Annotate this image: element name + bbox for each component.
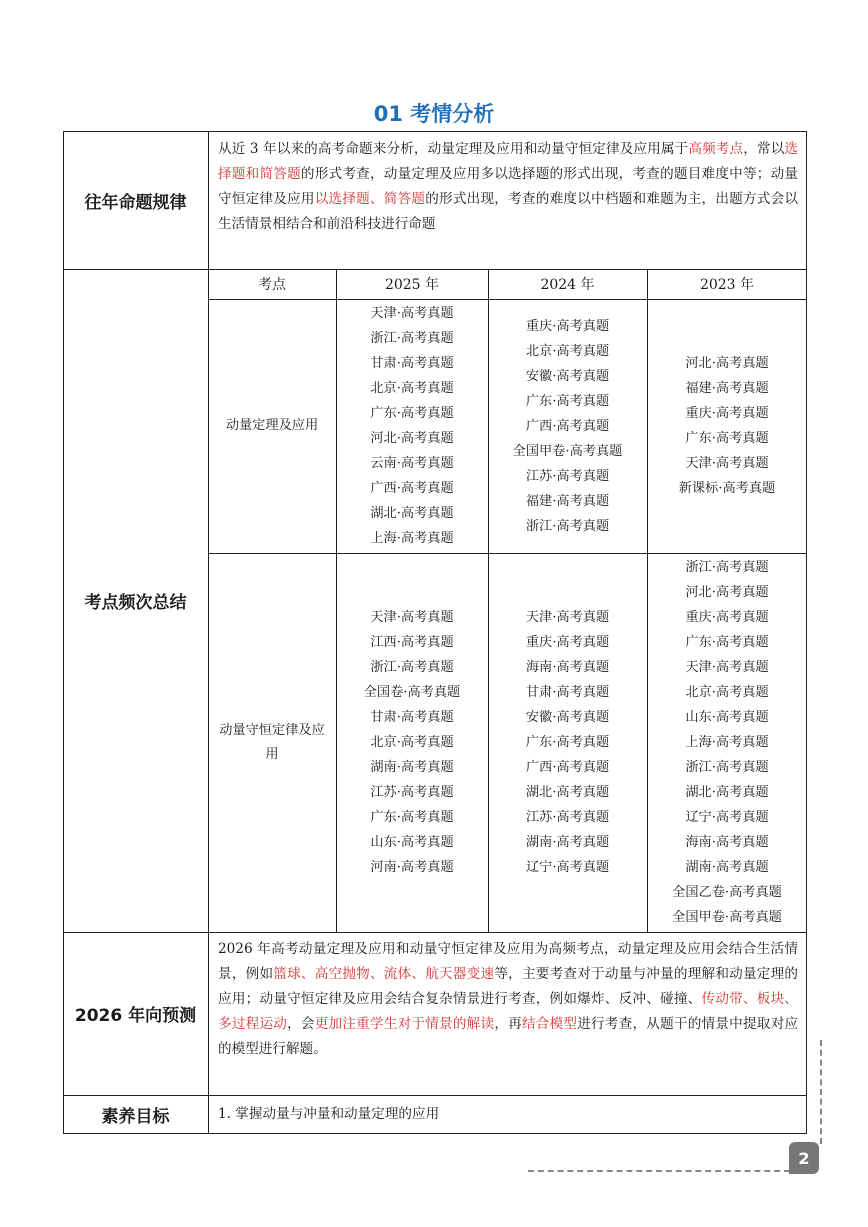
exam-source-item: 河北·高考真题 [370, 431, 454, 446]
exam-source-item: 浙江·高考真题 [370, 331, 454, 346]
exam-source-item: 广西·高考真题 [525, 418, 610, 434]
forecast-segment-5: 更加注重学生对于情景的解读 [314, 1016, 495, 1032]
topic-momentum-conservation: 动量守恒定律及应用 [219, 722, 325, 762]
goal-text: 1. 掌握动量与冲量和动量定理的应用 [218, 1106, 440, 1122]
exam-source-item: 浙江·高考真题 [525, 518, 610, 534]
pattern-segment-5: 以选择题、简答题 [314, 191, 426, 207]
row-head-forecast: 2026 年向预测 [74, 1006, 197, 1026]
pattern-segment-4: 的形式考查，动量定理及应用多以选择题的形式出现，考查的题目难度中等；动量守恒定律及应用 [218, 166, 798, 207]
exam-source-item: 海南·高考真题 [525, 660, 610, 675]
forecast-segment-6: ，再 [494, 1016, 522, 1032]
topic-momentum-theorem: 动量定理及应用 [225, 418, 319, 433]
exam-source-item: 天津·高考真题 [685, 660, 769, 675]
forecast-segment-2: 等，主要考查对于动量与冲量的理解和动量定理的应用；动量守恒定律及应用会结合复杂情景进行考查，例如爆炸、反冲、碰撞、 [218, 966, 799, 1007]
exam-source-item: 重庆·高考真题 [525, 635, 610, 650]
col-header-2023: 2023 年 [699, 277, 755, 293]
forecast-segment-4: ，会 [287, 1016, 315, 1032]
exam-source-item: 广东·高考真题 [370, 406, 454, 421]
exam-source-item: 湖北·高考真题 [685, 785, 769, 800]
page-number: 2 [789, 1142, 819, 1174]
exam-source-item: 河北·高考真题 [685, 356, 769, 371]
exam-source-item: 北京·高考真题 [525, 343, 610, 359]
pattern-segment-6: 的形式出现，考查的难度以中档题和难题为主，出题方式会以生活情景相结合和前沿科技进行命题 [218, 191, 799, 232]
exam-source-item: 江西·高考真题 [370, 635, 454, 650]
exam-source-item: 江苏·高考真题 [370, 785, 454, 800]
exam-source-item: 广东·高考真题 [525, 735, 610, 750]
exam-source-item: 北京·高考真题 [685, 685, 769, 700]
exam-source-item: 湖北·高考真题 [370, 506, 454, 521]
pattern-segment-3: 选择题和简答题 [218, 141, 799, 182]
exam-source-item: 安徽·高考真题 [525, 368, 610, 384]
exam-source-item: 山东·高考真题 [370, 835, 454, 850]
exam-source-item: 福建·高考真题 [685, 381, 769, 396]
exam-source-item: 安徽·高考真题 [525, 710, 610, 725]
forecast-segment-1: 篮球、高空抛物、流体、航天器变速 [273, 966, 495, 982]
forecast-segment-8: 进行考查，从题干的情景中提取对应的模型进行解题。 [218, 1016, 799, 1057]
topic1-2024-list [488, 299, 647, 553]
exam-source-item: 广东·高考真题 [685, 635, 769, 650]
forecast-segment-0: 2026 年高考动量定理及应用和动量守恒定律及应用为高频考点，动量定理及应用会结合生活情景，例如 [218, 941, 798, 982]
exam-source-item: 全国乙卷·高考真题 [672, 885, 782, 900]
exam-source-item: 江苏·高考真题 [525, 810, 610, 825]
exam-source-item: 天津·高考真题 [685, 456, 769, 471]
forecast-segment-3: 传动带、板块、多过程运动 [218, 991, 798, 1032]
exam-source-item: 新课标·高考真题 [678, 481, 776, 496]
exam-source-item: 全国甲卷·高考真题 [512, 443, 623, 459]
pattern-segment-2: ，常以 [743, 141, 785, 157]
col-header-2024: 2024 年 [540, 277, 595, 293]
exam-source-item: 天津·高考真题 [370, 610, 454, 625]
exam-source-item: 河北·高考真题 [685, 585, 769, 600]
exam-source-item: 上海·高考真题 [370, 531, 454, 546]
analysis-table [63, 131, 807, 1134]
exam-source-item: 广东·高考真题 [370, 810, 454, 825]
exam-source-item: 湖北·高考真题 [525, 785, 610, 800]
exam-source-item: 广西·高考真题 [370, 481, 454, 496]
pattern-segment-1: 高频考点 [688, 141, 744, 157]
exam-source-item: 天津·高考真题 [525, 610, 610, 625]
exam-source-item: 广西·高考真题 [525, 760, 610, 775]
pattern-segment-0: 从近 3 年以来的高考命题来分析，动量定理及应用和动量守恒定律及应用属于 [218, 141, 689, 157]
exam-source-item: 天津·高考真题 [370, 306, 454, 321]
exam-source-item: 重庆·高考真题 [685, 406, 769, 421]
forecast-segment-7: 结合模型 [521, 1016, 578, 1032]
topic1-2023-list [647, 299, 807, 553]
col-header-2025: 2025 年 [384, 277, 440, 293]
exam-source-item: 浙江·高考真题 [685, 560, 769, 575]
topic2-2023-list [647, 553, 807, 932]
exam-source-item: 重庆·高考真题 [685, 610, 769, 625]
row-head-frequency: 考点频次总结 [84, 593, 187, 613]
exam-source-item: 重庆·高考真题 [525, 318, 610, 334]
exam-source-item: 辽宁·高考真题 [685, 810, 769, 825]
row-head-goal: 素养目标 [101, 1107, 170, 1127]
exam-source-item: 海南·高考真题 [685, 835, 769, 850]
exam-source-item: 广东·高考真题 [685, 431, 769, 446]
exam-source-item: 湖南·高考真题 [370, 760, 454, 775]
page-edge-dash [528, 1170, 790, 1172]
page-title: 01 考情分析 [373, 102, 495, 126]
topic2-2025-list [336, 553, 488, 932]
exam-source-item: 山东·高考真题 [685, 710, 769, 725]
exam-source-item: 甘肃·高考真题 [370, 710, 454, 725]
exam-source-item: 云南·高考真题 [370, 456, 454, 471]
exam-source-item: 浙江·高考真题 [370, 660, 454, 675]
exam-source-item: 甘肃·高考真题 [370, 356, 454, 371]
exam-source-item: 北京·高考真题 [370, 735, 454, 750]
pattern-text [218, 137, 798, 237]
exam-source-item: 全国卷·高考真题 [363, 685, 461, 700]
exam-source-item: 广东·高考真题 [525, 393, 610, 409]
col-header-topic: 考点 [258, 277, 286, 293]
page-edge-dash [820, 1040, 822, 1144]
exam-source-item: 浙江·高考真题 [685, 760, 769, 775]
topic1-2025-list [336, 299, 488, 553]
row-head-pattern: 往年命题规律 [84, 192, 187, 213]
exam-source-item: 上海·高考真题 [685, 735, 769, 750]
exam-source-item: 甘肃·高考真题 [525, 685, 610, 700]
exam-source-item: 湖南·高考真题 [685, 860, 769, 875]
exam-source-item: 辽宁·高考真题 [525, 860, 610, 875]
exam-source-item: 湖南·高考真题 [525, 835, 610, 850]
topic2-2024-list [488, 553, 647, 932]
exam-source-item: 全国甲卷·高考真题 [672, 910, 782, 925]
forecast-text [218, 937, 798, 1062]
exam-source-item: 河南·高考真题 [370, 860, 454, 875]
exam-source-item: 江苏·高考真题 [525, 468, 610, 484]
exam-source-item: 福建·高考真题 [525, 493, 610, 509]
exam-source-item: 北京·高考真题 [370, 381, 454, 396]
